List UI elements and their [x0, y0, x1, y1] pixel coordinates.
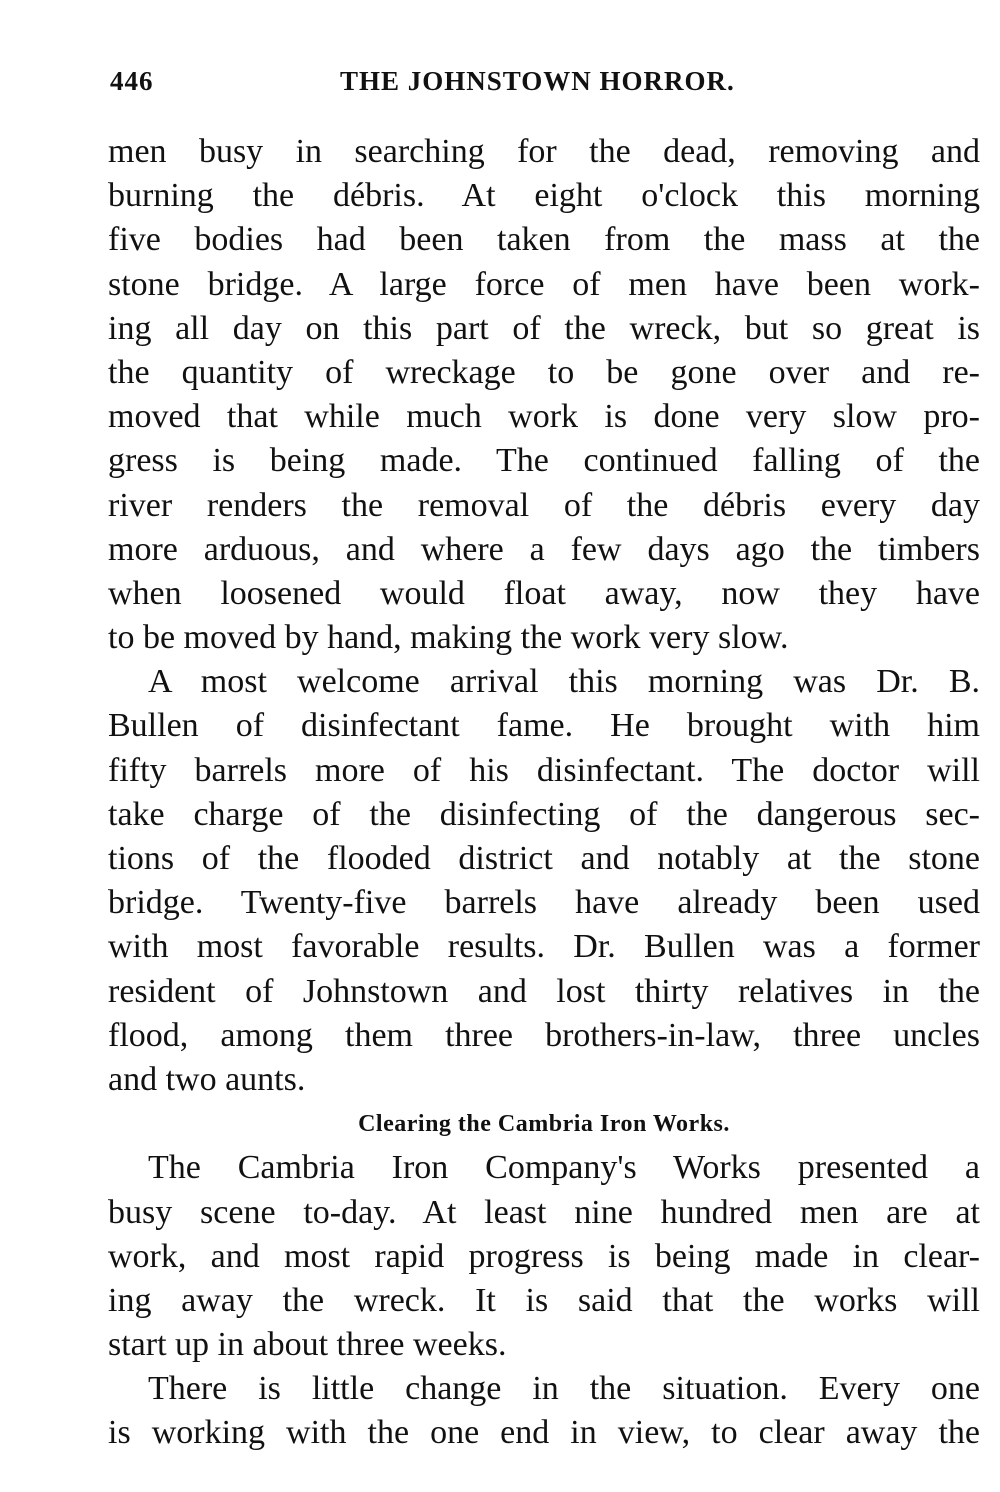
text-line: bridge. Twenty-five barrels have already been used: [108, 884, 980, 922]
text-line: busy scene to-day. At least nine hundred men are at: [108, 1193, 980, 1231]
text-line: is working with the one end in view, to clear away the: [108, 1414, 980, 1452]
text-line: moved that while much work is done very slow pro-: [108, 398, 980, 436]
text-line: fifty barrels more of his disinfectant. The doctor will: [108, 751, 980, 789]
text-line: ing all day on this part of the wreck, but so great is: [108, 309, 980, 347]
text-line: men busy in searching for the dead, removing and: [108, 133, 980, 170]
text-line: and two aunts.: [108, 1060, 306, 1098]
page-header: [110, 66, 980, 106]
text-line: flood, among them three brothers-in-law, three uncles: [108, 1016, 980, 1054]
text-line: burning the débris. At eight o'clock this morning: [108, 177, 980, 215]
paragraph-start-line: The Cambria Iron Company's Works presented a: [148, 1149, 980, 1187]
text-line: when loosened would float away, now they have: [108, 574, 980, 612]
text-line: work, and most rapid progress is being made in clear-: [108, 1237, 980, 1275]
text-line: stone bridge. A large force of men have been work-: [108, 265, 980, 303]
running-title: THE JOHNSTOWN HORROR.: [340, 66, 735, 96]
page-body: [108, 130, 980, 1456]
text-line: gress is being made. The continued falling of the: [108, 442, 980, 480]
text-line: resident of Johnstown and lost thirty relatives in the: [108, 972, 980, 1010]
text-line: ing away the wreck. It is said that the works will: [108, 1281, 980, 1319]
text-line: Bullen of disinfectant fame. He brought with him: [108, 707, 980, 745]
text-line: river renders the removal of the débris every day: [108, 486, 980, 524]
text-line: the quantity of wreckage to be gone over and re-: [108, 353, 980, 391]
section-subheading: Clearing the Cambria Iron Works.: [358, 1111, 730, 1138]
text-line: with most favorable results. Dr. Bullen was a former: [108, 928, 980, 966]
text-line: start up in about three weeks.: [108, 1326, 507, 1364]
text-line: five bodies had been taken from the mass at the: [108, 221, 980, 259]
paragraph-start-line: A most welcome arrival this morning was Dr. B.: [148, 663, 980, 701]
text-line: tions of the flooded district and notably at the stone: [108, 840, 980, 877]
text-line: more arduous, and where a few days ago the timbers: [108, 530, 980, 568]
text-line: to be moved by hand, making the work very slow.: [108, 619, 789, 657]
paragraph-start-line: There is little change in the situation. Every one: [148, 1370, 980, 1408]
text-line: take charge of the disinfecting of the dangerous sec-: [108, 795, 980, 833]
page-number: 446: [110, 66, 154, 96]
